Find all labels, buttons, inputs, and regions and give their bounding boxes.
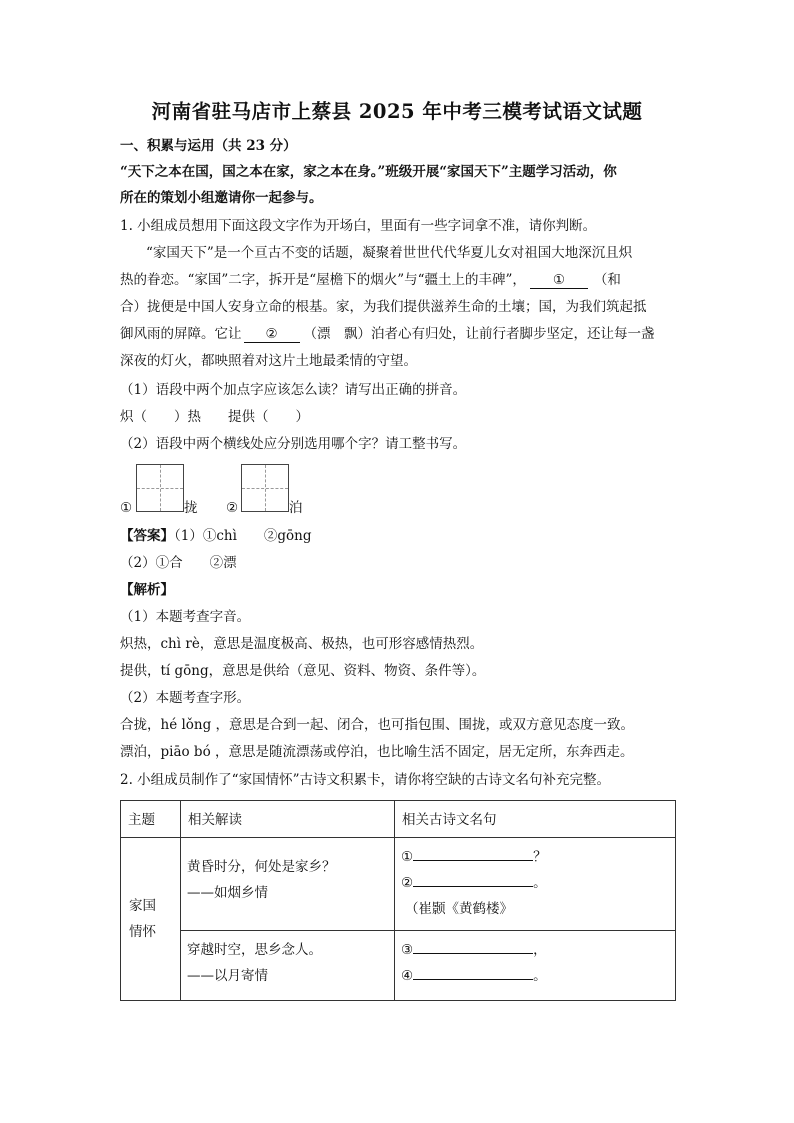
fill-3-punct: ， [533, 942, 547, 958]
reading-2-text: 穿越时空，思乡念人。 [187, 942, 322, 958]
table-header-reading: 相关解读 [181, 801, 395, 838]
intro-line-2: 所在的策划小组邀请你一起参与。 [120, 190, 323, 206]
passage-line-1: “家国天下”是一个亘古不变的话题，凝聚着世世代代华夏儿女对祖国大地深沉且炽 [146, 245, 633, 261]
fill-2-punct: 。 [533, 875, 547, 891]
analysis-line-6: 漂泊，piāo bó ，意思是随流漂荡或停泊，也比喻生活不固定，居无定所，东奔西走。 [120, 744, 634, 760]
pinyin-prompt: 炽（ ）热 提供（ ） [120, 409, 309, 425]
passage-line-2b: （和 [593, 272, 621, 288]
fill-line-4 [401, 963, 675, 989]
question-2-stem: 2. 小组成员制作了“家国情怀”古诗文积累卡，请你将空缺的古诗文名句补充完整。 [120, 772, 610, 788]
lines-cell-1 [395, 838, 676, 931]
answer-label: 【答案】 [120, 528, 174, 544]
passage-line-4b: （漂 飘）泊者心有归处，让前行者脚步坚定，还让每一盏 [303, 326, 655, 342]
grid-char-2: 泊 [289, 500, 303, 516]
fill-4-punct: 。 [533, 968, 547, 984]
passage-line-4 [120, 324, 655, 344]
grid-char-1: 拢 [184, 500, 198, 516]
answer-2: （2）①合 ②漂 [120, 555, 237, 571]
analysis-line-5: 合拢，hé lǒng ，意思是合到一起、闭合，也可指包围、围拢，或双方意见态度一致。 [120, 717, 635, 733]
question-1-stem: 1. 小组成员想用下面这段文字作为开场白，里面有一些字词拿不准，请你判断。 [120, 218, 597, 234]
reading-1-sub: ——如烟乡情 [187, 885, 268, 901]
fill-blank-1[interactable] [413, 846, 533, 861]
blank-1: ① [530, 272, 588, 289]
writing-grid-1[interactable] [136, 464, 184, 512]
passage-line-2 [120, 270, 621, 290]
table-header-lines: 相关古诗文名句 [395, 801, 676, 838]
source-note: （崔颢《黄鹤楼》 [405, 901, 513, 917]
sub-question-1: （1）语段中两个加点字应该怎么读？请写出正确的拼音。 [120, 382, 467, 398]
analysis-line-4: （2）本题考查字形。 [120, 690, 251, 706]
grid-label-2: ② [226, 500, 239, 516]
passage-line-5: 深夜的灯火，都映照着对这片土地最柔情的守望。 [120, 353, 417, 369]
poem-table [120, 800, 676, 1001]
blank-2: ② [244, 326, 300, 343]
passage-line-3: 合）拢便是中国人安身立命的根基。家，为我们提供滋养生命的土壤；国，为我们筑起抵 [120, 299, 647, 315]
fill-2-num: ② [401, 875, 414, 891]
reading-cell-1 [181, 838, 395, 931]
intro-line-1: “天下之本在国，国之本在家，家之本在身。”班级开展“家国天下”主题学习活动，你 [120, 164, 617, 180]
fill-line-1 [401, 844, 675, 870]
fill-blank-2[interactable] [413, 872, 533, 887]
theme-text-1: 家国 [129, 898, 156, 914]
fill-3-num: ③ [401, 942, 414, 958]
fill-1-punct: ？ [533, 849, 547, 865]
theme-text-2: 情怀 [129, 924, 156, 940]
answer-1: （1）①chì ②gōng [174, 528, 312, 544]
fill-line-2 [401, 870, 675, 896]
fill-blank-3[interactable] [413, 939, 533, 954]
analysis-line-1: （1）本题考查字音。 [120, 609, 251, 625]
fill-4-num: ④ [401, 968, 414, 984]
passage-line-4a: 御风雨的屏障。它让 [120, 326, 242, 342]
analysis-label: 【解析】 [120, 582, 174, 598]
grid-label-1: ① [120, 500, 133, 516]
lines-cell-2 [395, 931, 676, 1001]
fill-line-3 [401, 937, 675, 963]
writing-grid-2[interactable] [241, 464, 289, 512]
analysis-line-2: 炽热，chì rè，意思是温度极高、极热，也可形容感情热烈。 [120, 636, 484, 652]
fill-blank-4[interactable] [413, 965, 533, 980]
analysis-line-3: 提供，tí gōng，意思是供给（意见、资料、物资、条件等）。 [120, 663, 486, 679]
table-header-theme: 主题 [121, 801, 181, 838]
reading-cell-2 [181, 931, 395, 1001]
reading-1-text: 黄昏时分，何处是家乡？ [187, 859, 336, 875]
section-heading: 一、积累与运用（共 23 分） [120, 138, 297, 154]
page-title: 河南省驻马店市上蔡县 2025 年中考三模考试语文试题 [151, 100, 643, 123]
sub-question-2: （2）语段中两个横线处应分别选用哪个字？请工整书写。 [120, 436, 467, 452]
answer-line-1 [120, 526, 312, 546]
reading-2-sub: ——以月寄情 [187, 968, 268, 984]
fill-1-num: ① [401, 849, 414, 865]
theme-cell [121, 838, 181, 1001]
passage-line-2a: 热的眷恋。“家国”二字，拆开是“屋檐下的烟火”与“疆土上的丰碑”， [120, 272, 526, 288]
